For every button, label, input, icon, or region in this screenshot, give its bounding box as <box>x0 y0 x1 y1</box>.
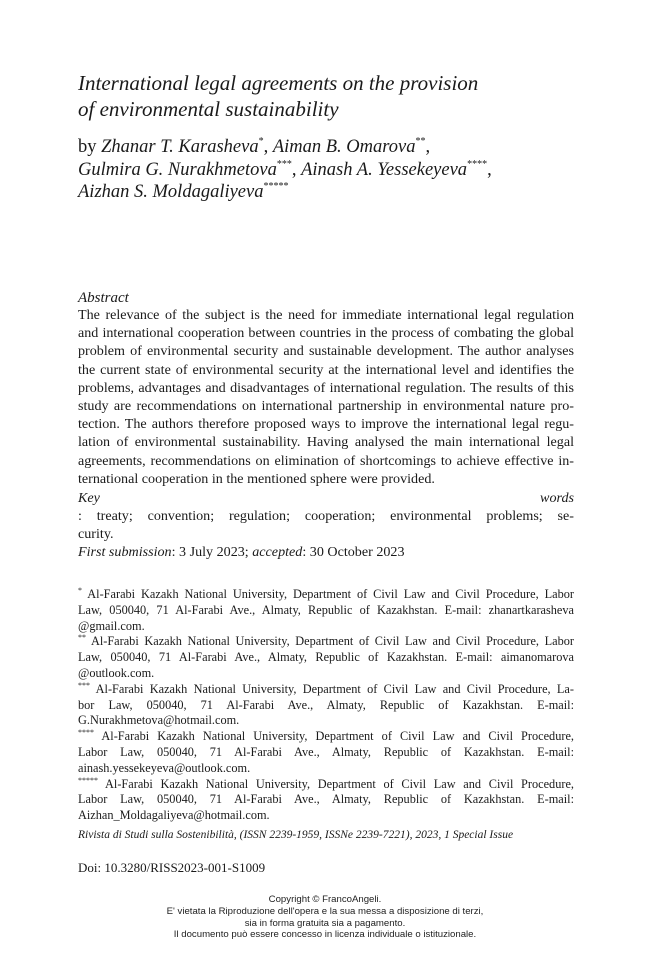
author-affiliations <box>78 587 574 824</box>
author-line <box>78 136 588 159</box>
abstract-body <box>78 306 574 488</box>
abstract-line: problems, advantages and disadvantages of international regulation. The results of this <box>78 379 574 396</box>
journal-citation: Rivista di Studi sulla Sostenibilità, (ISSN 2239-1959, ISSNe 2239-7221), 2023, 1 Special Issue <box>78 829 514 841</box>
author-footnote-mark: **** <box>467 158 488 170</box>
author-name: Aizhan S. Moldagaliyeva <box>78 182 264 202</box>
copyright-line: Il documento può essere concesso in licenza individuale o istituzionale. <box>173 929 477 941</box>
author-separator: , <box>263 137 273 157</box>
first-submission-label: First submission <box>78 544 172 560</box>
footnote-line: bor Law, 050040, 71 Al-Farabi Ave., Almaty, Republic of Kazakhstan. E-mail: <box>78 697 574 712</box>
author-name: Ainash A. Yessekeyeva <box>301 159 468 180</box>
keywords-label: Key words <box>78 490 574 506</box>
footnote-line <box>78 777 574 793</box>
article-title <box>78 70 548 122</box>
submission-dates <box>78 543 405 561</box>
author-list <box>78 136 588 204</box>
title-line: of environmental sustainability <box>78 97 339 121</box>
footnote-line <box>78 729 574 745</box>
abstract-line: study are recommendations on international partnership in environmental nature pro- <box>78 398 574 415</box>
footnote-mark: **** <box>78 728 94 738</box>
footnote-line: Law, 050040, 71 Al-Farabi Ave., Almaty, Republic of Kazakhstan. E-mail: zhanartkarasheva <box>78 602 574 617</box>
footnote-mark: *** <box>78 680 90 690</box>
footnote-line <box>78 682 574 698</box>
abstract-heading: Abstract <box>78 290 129 306</box>
abstract-line: tection. The authors therefore proposed ways to improve the international legal regu- <box>78 416 574 433</box>
footnote-line <box>78 587 574 603</box>
footnote-text: Al-Farabi Kazakh National University, Department of Civil Law and Civil Procedure, Labor <box>87 587 574 601</box>
footnote-line: @outlook.com. <box>78 665 155 680</box>
footnote-text: Al-Farabi Kazakh National University, Department of Civil Law and Civil Procedure, Labor <box>90 634 574 649</box>
abstract-line: problem of environmental security and sustainable development. The author analyses <box>78 343 574 360</box>
footnote-line: Aizhan_Moldagaliyeva@hotmail.com. <box>78 808 270 823</box>
footnote-line <box>78 634 574 650</box>
accepted-label: accepted <box>252 544 303 560</box>
doi: Doi: 10.3280/RISS2023-001-S1009 <box>78 860 266 875</box>
copyright-notice <box>0 894 650 941</box>
author-separator: , <box>425 137 431 157</box>
author-separator: , <box>291 159 302 180</box>
footnote-mark: ***** <box>78 775 98 785</box>
title-line: International legal agreements on the provision <box>78 71 479 95</box>
author-footnote-mark: ***** <box>263 181 289 192</box>
abstract-line: the current state of environmental security at the international level and identifies the <box>78 361 574 378</box>
author-line <box>78 181 588 204</box>
footnote-line: @gmail.com. <box>78 618 145 633</box>
author-separator: , <box>487 159 492 180</box>
abstract-line: ternational cooperation in the mentioned sphere were provided. <box>78 470 435 487</box>
copyright-line: Copyright © FrancoAngeli. <box>268 894 382 905</box>
keywords-line: curity. <box>78 526 114 543</box>
by-label: by <box>78 137 102 157</box>
footnote-text: Al-Farabi Kazakh National University, Department of Civil Law and Civil Procedure, <box>105 776 574 791</box>
footnote-mark: ** <box>78 633 86 643</box>
footnote-line: Law, 050040, 71 Al-Farabi Ave., Almaty, Republic of Kazakhstan. E-mail: aimanomarova <box>78 650 574 665</box>
author-footnote-mark: *** <box>276 158 292 170</box>
abstract-line: and international cooperation between countries in the process of combating the global <box>78 325 574 342</box>
author-footnote-mark: * <box>258 136 264 147</box>
abstract-line: lation of environmental sustainability. Having analysed the main international legal <box>78 434 574 451</box>
footnote-line: Labor Law, 050040, 71 Al-Farabi Ave., Almaty, Republic of Kazakhstan. E-mail: <box>78 744 574 759</box>
footnote-mark: * <box>78 586 82 595</box>
author-footnote-mark: ** <box>415 136 426 147</box>
keywords <box>78 489 574 544</box>
footnote-line: ainash.yessekeyeva@outlook.com. <box>78 760 251 775</box>
keywords-text: : treaty; convention; regulation; cooperation; environmental problems; se- <box>78 508 574 525</box>
abstract-line: agreements, recommendations on elimination of shortcomings to achieve effective in- <box>78 452 574 469</box>
keywords-line <box>78 489 574 525</box>
first-submission-date: : 3 July 2023; <box>171 544 253 560</box>
abstract-line: The relevance of the subject is the need for immediate international legal regulation <box>78 307 574 323</box>
footnote-line: G.Nurakhmetova@hotmail.com. <box>78 713 240 728</box>
author-name: Aiman B. Omarova <box>272 137 416 157</box>
accepted-date: : 30 October 2023 <box>302 544 405 560</box>
footnote-text: Al-Farabi Kazakh National University, Department of Civil Law and Civil Procedure, La- <box>95 681 574 696</box>
copyright-line: sia in forma gratuita sia a pagamento. <box>244 917 406 929</box>
footnote-text: Al-Farabi Kazakh National University, Department of Civil Law and Civil Procedure, <box>101 729 574 744</box>
footnote-line: Labor Law, 050040, 71 Al-Farabi Ave., Almaty, Republic of Kazakhstan. E-mail: <box>78 792 574 807</box>
copyright-line: E' vietata la Riproduzione dell'opera e la sua messa a disposizione di terzi, <box>166 905 484 917</box>
author-line <box>78 159 588 182</box>
author-name: Gulmira G. Nurakhmetova <box>78 159 277 180</box>
author-name: Zhanar T. Karasheva <box>101 137 259 157</box>
